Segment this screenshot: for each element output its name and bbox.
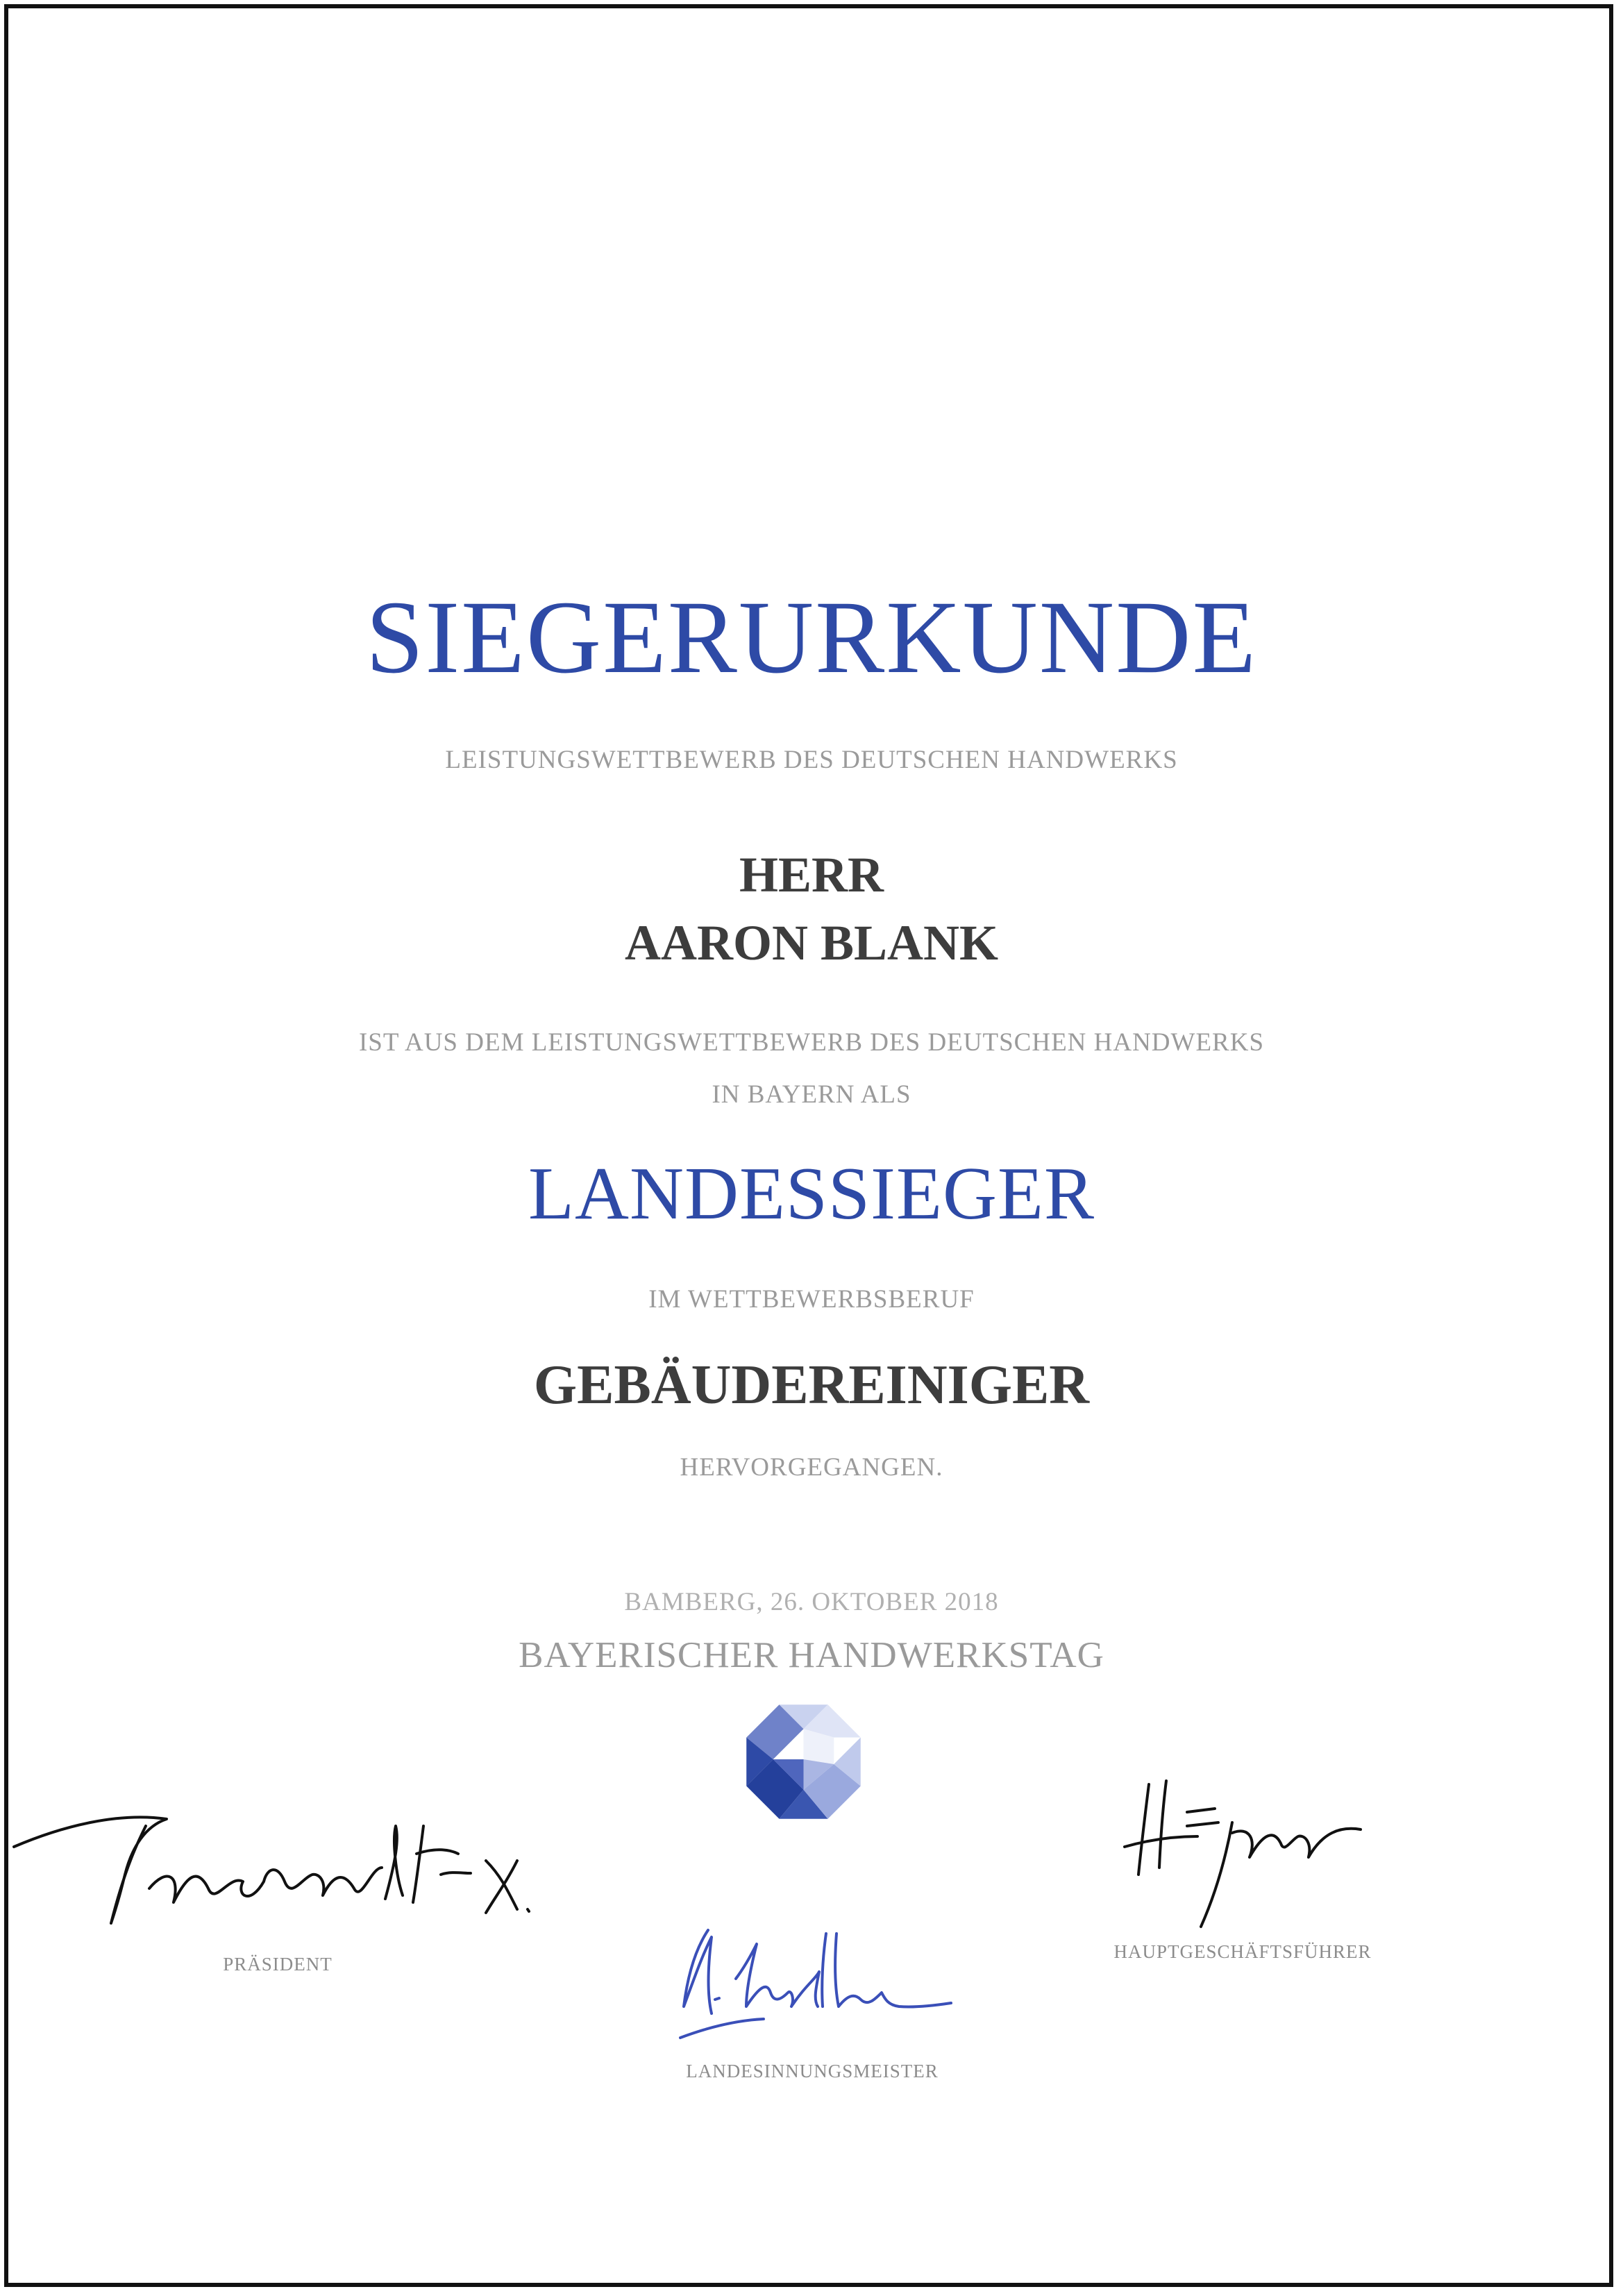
hauptgeschaeftsfuehrer-signature-image: [1083, 1770, 1402, 1937]
landesinnungsmeister-label: LANDESINNUNGSMEISTER: [686, 2061, 939, 2081]
place-date: BAMBERG, 26. OKTOBER 2018: [624, 1588, 999, 1616]
recipient-name: AARON BLANK: [624, 915, 999, 971]
statement-line-3: IM WETTBEWERBSBERUF: [648, 1285, 975, 1314]
statement-line-1: IST AUS DEM LEISTUNGSWETTBEWERB DES DEUTSCHEN HANDWERKS: [358, 1028, 1265, 1057]
certificate-title: SIEGERURKUNDE: [365, 580, 1258, 695]
salutation: HERR: [739, 847, 884, 903]
handwerk-octagon-logo-icon: [743, 1701, 864, 1822]
president-label: PRÄSIDENT: [223, 1954, 333, 1975]
trade-title: GEBÄUDEREINIGER: [533, 1355, 1090, 1416]
signature-hauptgeschaeftsfuehrer: [1069, 1770, 1416, 1963]
event-name: BAYERISCHER HANDWERKSTAG: [519, 1635, 1104, 1675]
president-signature-image: [7, 1784, 548, 1937]
award-title: LANDESSIEGER: [528, 1153, 1095, 1235]
statement-line-4: HERVORGEGANGEN.: [680, 1453, 943, 1482]
signature-president: [69, 1784, 486, 1976]
landesinnungsmeister-signature-image: [653, 1895, 972, 2055]
certificate-subtitle: LEISTUNGSWETTBEWERB DES DEUTSCHEN HANDWERKS: [445, 746, 1178, 774]
signature-landesinnungsmeister: [604, 1895, 1020, 2083]
statement-line-2: IN BAYERN ALS: [712, 1080, 911, 1109]
hauptgeschaeftsfuehrer-label: HAUPTGESCHÄFTSFÜHRER: [1113, 1941, 1372, 1962]
